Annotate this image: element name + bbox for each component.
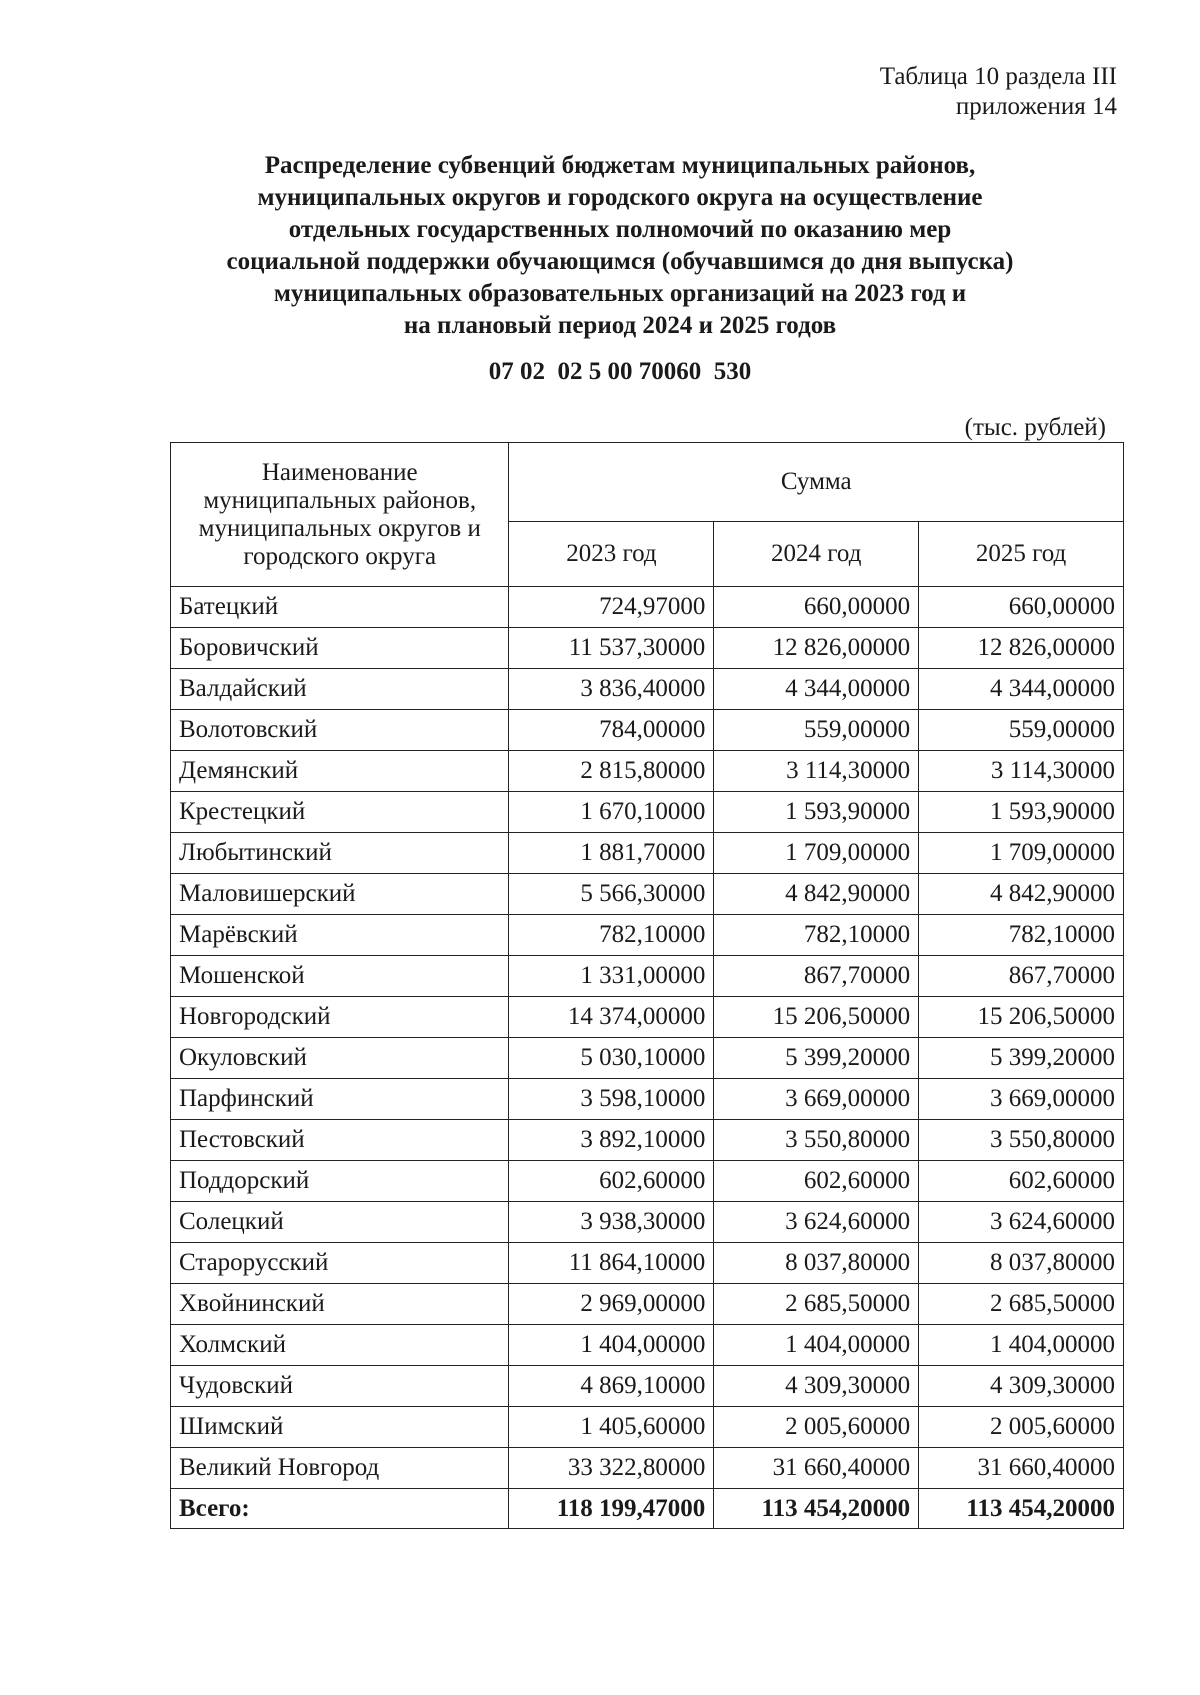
value-2023-cell: 3 938,30000 — [509, 1202, 714, 1243]
value-2025-cell: 31 660,40000 — [919, 1448, 1124, 1489]
table-row — [171, 792, 1124, 833]
value-2023-cell: 1 331,00000 — [509, 956, 714, 997]
district-name-cell: Волотовский — [171, 710, 509, 751]
title-line: муниципальных образовательных организаций на 2023 год и — [273, 280, 967, 307]
value-2025-cell: 2 005,60000 — [919, 1407, 1124, 1448]
value-2025-cell: 1 404,00000 — [919, 1325, 1124, 1366]
units-note: (тыс. рублей) — [964, 414, 1106, 441]
table-row — [171, 669, 1124, 710]
reference-line-table: Таблица 10 раздела III — [879, 63, 1117, 90]
district-name-cell: Хвойнинский — [171, 1284, 509, 1325]
table-row — [171, 587, 1124, 628]
value-2025-cell: 867,70000 — [919, 956, 1124, 997]
value-2023-cell: 3 598,10000 — [509, 1079, 714, 1120]
table-row — [171, 1079, 1124, 1120]
document-title — [150, 150, 1090, 342]
value-2024-cell: 4 842,90000 — [714, 874, 919, 915]
budget-classification-code: 07 02 02 5 00 70060 530 — [488, 358, 752, 385]
value-2025-cell: 4 842,90000 — [919, 874, 1124, 915]
district-name-cell: Холмский — [171, 1325, 509, 1366]
document-reference — [880, 62, 1117, 122]
value-2023-cell: 14 374,00000 — [509, 997, 714, 1038]
title-line: социальной поддержки обучающимся (обучавшимся до дня выпуска) — [226, 248, 1014, 275]
value-2023-cell: 2 969,00000 — [509, 1284, 714, 1325]
title-line: муниципальных округов и городского округа на осуществление — [257, 184, 983, 211]
district-name-cell: Пестовский — [171, 1120, 509, 1161]
value-2024-cell: 782,10000 — [714, 915, 919, 956]
value-2024-cell: 1 404,00000 — [714, 1325, 919, 1366]
column-header-2025: 2025 год — [919, 522, 1124, 587]
value-2023-cell: 1 404,00000 — [509, 1325, 714, 1366]
value-2024-cell: 602,60000 — [714, 1161, 919, 1202]
value-2025-cell: 1 709,00000 — [919, 833, 1124, 874]
column-header-2023: 2023 год — [509, 522, 714, 587]
value-2024-cell: 2 685,50000 — [714, 1284, 919, 1325]
district-name-cell: Мошенской — [171, 956, 509, 997]
table-row — [171, 956, 1124, 997]
district-name-cell: Солецкий — [171, 1202, 509, 1243]
value-2024-cell: 1 709,00000 — [714, 833, 919, 874]
value-2023-cell: 4 869,10000 — [509, 1366, 714, 1407]
table-row — [171, 874, 1124, 915]
value-2025-cell: 4 309,30000 — [919, 1366, 1124, 1407]
value-2025-cell: 3 114,30000 — [919, 751, 1124, 792]
value-2023-cell: 1 405,60000 — [509, 1407, 714, 1448]
value-2024-cell: 113 454,20000 — [714, 1489, 919, 1529]
table-row — [171, 1448, 1124, 1489]
value-2023-cell: 784,00000 — [509, 710, 714, 751]
table-row — [171, 710, 1124, 751]
table-row — [171, 751, 1124, 792]
district-name-cell: Парфинский — [171, 1079, 509, 1120]
district-name-cell: Боровичский — [171, 628, 509, 669]
table-row — [171, 628, 1124, 669]
total-row — [171, 1489, 1124, 1529]
value-2024-cell: 12 826,00000 — [714, 628, 919, 669]
table-row — [171, 1202, 1124, 1243]
district-name-cell: Старорусский — [171, 1243, 509, 1284]
district-name-cell: Чудовский — [171, 1366, 509, 1407]
table-row — [171, 1407, 1124, 1448]
value-2024-cell: 3 624,60000 — [714, 1202, 919, 1243]
table-row — [171, 1243, 1124, 1284]
value-2024-cell: 3 669,00000 — [714, 1079, 919, 1120]
district-name-cell: Батецкий — [171, 587, 509, 628]
value-2023-cell: 724,97000 — [509, 587, 714, 628]
value-2023-cell: 782,10000 — [509, 915, 714, 956]
table-row — [171, 1161, 1124, 1202]
table-body — [171, 587, 1124, 1529]
district-name-cell: Маловишерский — [171, 874, 509, 915]
value-2025-cell: 5 399,20000 — [919, 1038, 1124, 1079]
value-2025-cell: 559,00000 — [919, 710, 1124, 751]
column-header-sum: Сумма — [509, 443, 1124, 522]
value-2023-cell: 11 864,10000 — [509, 1243, 714, 1284]
value-2024-cell: 5 399,20000 — [714, 1038, 919, 1079]
column-header-name: Наименование муниципальных районов, муниципальных округов и городского округа — [171, 443, 509, 587]
value-2023-cell: 5 030,10000 — [509, 1038, 714, 1079]
district-name-cell: Любытинский — [171, 833, 509, 874]
value-2025-cell: 3 624,60000 — [919, 1202, 1124, 1243]
value-2023-cell: 2 815,80000 — [509, 751, 714, 792]
value-2023-cell: 33 322,80000 — [509, 1448, 714, 1489]
district-name-cell: Марёвский — [171, 915, 509, 956]
value-2023-cell: 5 566,30000 — [509, 874, 714, 915]
district-name-cell: Шимский — [171, 1407, 509, 1448]
district-name-cell: Демянский — [171, 751, 509, 792]
table-row — [171, 1038, 1124, 1079]
value-2025-cell: 782,10000 — [919, 915, 1124, 956]
district-name-cell: Окуловский — [171, 1038, 509, 1079]
table-row — [171, 1325, 1124, 1366]
value-2025-cell: 3 669,00000 — [919, 1079, 1124, 1120]
value-2024-cell: 3 114,30000 — [714, 751, 919, 792]
value-2024-cell: 559,00000 — [714, 710, 919, 751]
table-row — [171, 1284, 1124, 1325]
value-2023-cell: 11 537,30000 — [509, 628, 714, 669]
district-name-cell: Новгородский — [171, 997, 509, 1038]
value-2023-cell: 1 881,70000 — [509, 833, 714, 874]
district-name-cell: Поддорский — [171, 1161, 509, 1202]
value-2025-cell: 602,60000 — [919, 1161, 1124, 1202]
value-2025-cell: 8 037,80000 — [919, 1243, 1124, 1284]
value-2024-cell: 15 206,50000 — [714, 997, 919, 1038]
value-2025-cell: 12 826,00000 — [919, 628, 1124, 669]
value-2025-cell: 2 685,50000 — [919, 1284, 1124, 1325]
value-2023-cell: 1 670,10000 — [509, 792, 714, 833]
value-2023-cell: 602,60000 — [509, 1161, 714, 1202]
value-2024-cell: 31 660,40000 — [714, 1448, 919, 1489]
value-2023-cell: 3 892,10000 — [509, 1120, 714, 1161]
value-2025-cell: 113 454,20000 — [919, 1489, 1124, 1529]
value-2023-cell: 3 836,40000 — [509, 669, 714, 710]
value-2025-cell: 15 206,50000 — [919, 997, 1124, 1038]
value-2024-cell: 1 593,90000 — [714, 792, 919, 833]
subvention-table — [170, 442, 1124, 1529]
value-2025-cell: 3 550,80000 — [919, 1120, 1124, 1161]
value-2025-cell: 660,00000 — [919, 587, 1124, 628]
value-2024-cell: 4 344,00000 — [714, 669, 919, 710]
value-2024-cell: 3 550,80000 — [714, 1120, 919, 1161]
table-row — [171, 1366, 1124, 1407]
title-line: Распределение субвенций бюджетам муниципальных районов, — [264, 152, 976, 179]
value-2024-cell: 2 005,60000 — [714, 1407, 919, 1448]
district-name-cell: Всего: — [171, 1489, 509, 1529]
title-line: отдельных государственных полномочий по оказанию мер — [288, 216, 952, 243]
value-2024-cell: 660,00000 — [714, 587, 919, 628]
value-2023-cell: 118 199,47000 — [509, 1489, 714, 1529]
value-2024-cell: 4 309,30000 — [714, 1366, 919, 1407]
table-row — [171, 915, 1124, 956]
value-2024-cell: 867,70000 — [714, 956, 919, 997]
district-name-cell: Великий Новгород — [171, 1448, 509, 1489]
column-header-2024: 2024 год — [714, 522, 919, 587]
reference-line-appendix: приложения 14 — [955, 93, 1117, 120]
table-row — [171, 997, 1124, 1038]
district-name-cell: Валдайский — [171, 669, 509, 710]
value-2025-cell: 1 593,90000 — [919, 792, 1124, 833]
value-2025-cell: 4 344,00000 — [919, 669, 1124, 710]
table-row — [171, 833, 1124, 874]
title-line: на плановый период 2024 и 2025 годов — [403, 312, 837, 339]
table-row — [171, 1120, 1124, 1161]
district-name-cell: Крестецкий — [171, 792, 509, 833]
value-2024-cell: 8 037,80000 — [714, 1243, 919, 1284]
